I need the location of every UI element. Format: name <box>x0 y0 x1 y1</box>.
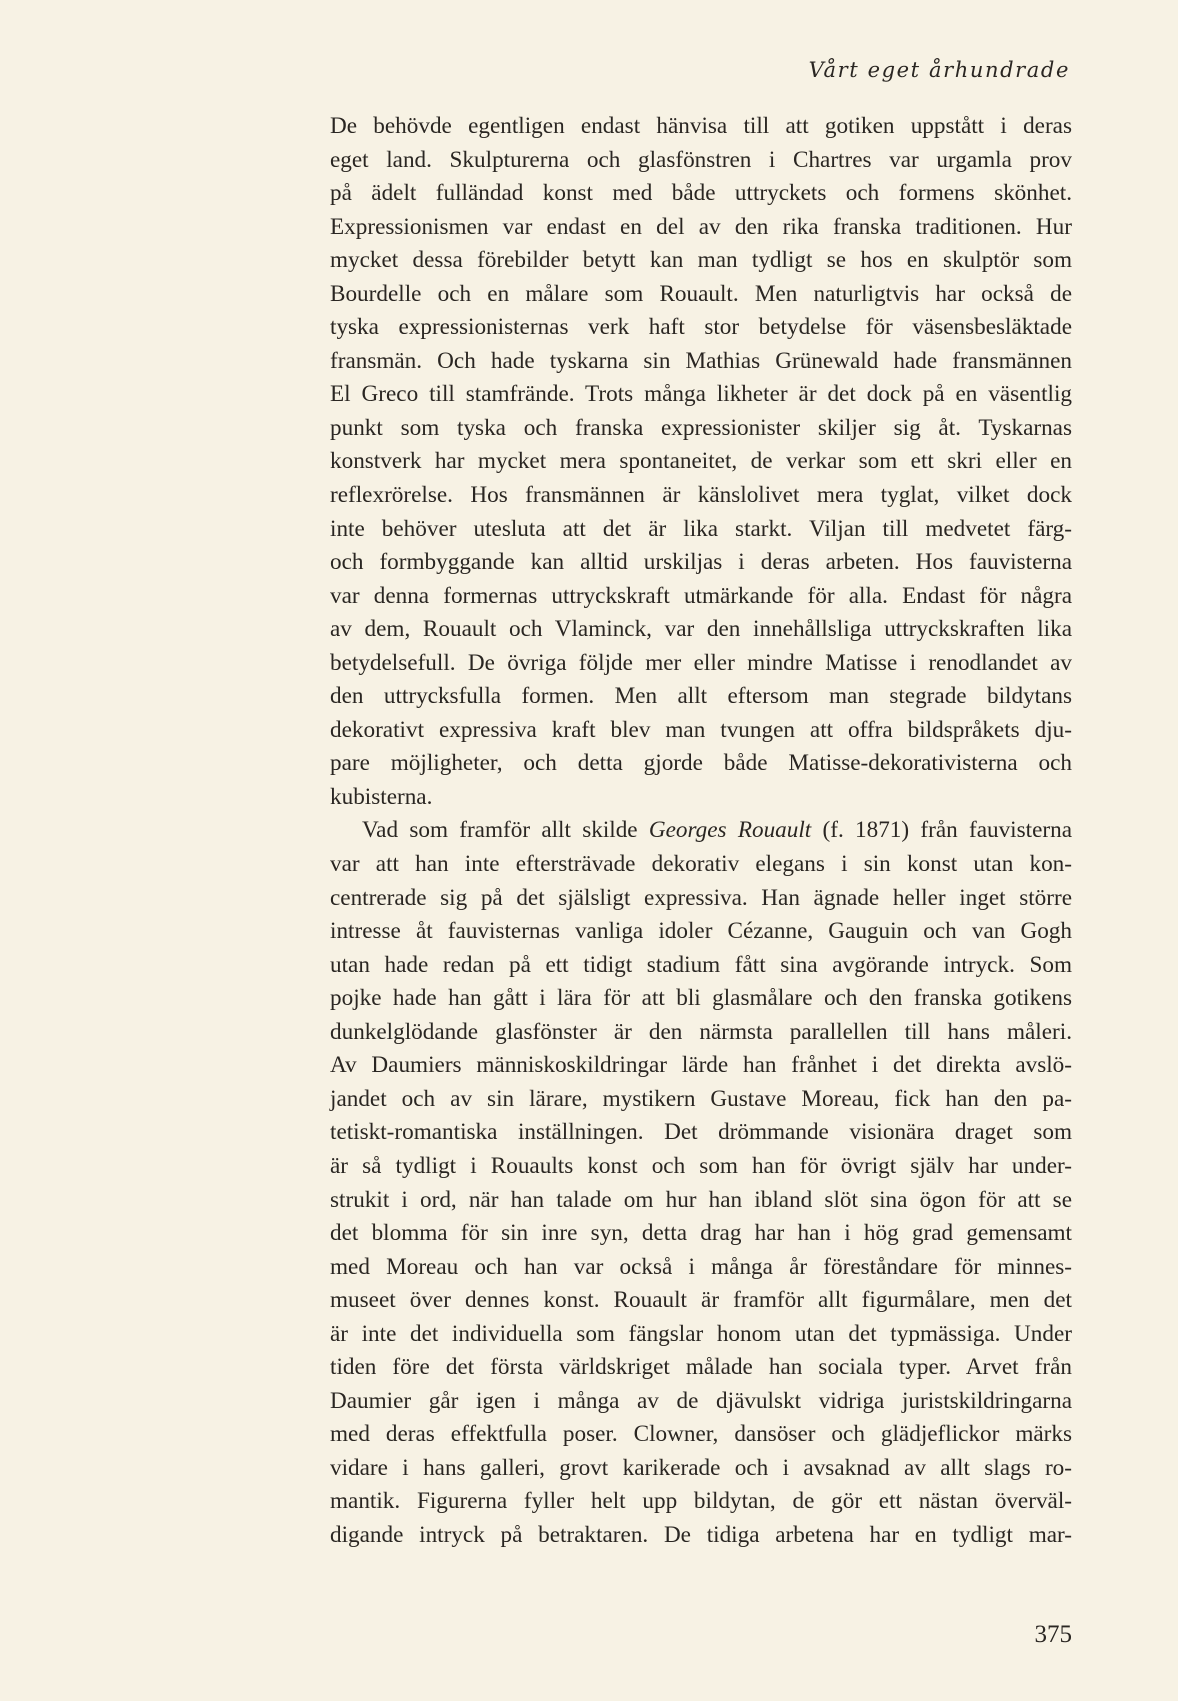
text-line: digande intryck på betraktaren. De tidiga arbetena har en tydligt mar- <box>330 1521 1072 1548</box>
running-header: Vårt eget århundrade <box>808 58 1070 82</box>
text-line: Av Daumiers människoskildringar lärde han frånhet i det direkta avslö- <box>330 1052 1072 1079</box>
text-line: reflexrörelse. Hos fransmännen är känslolivet mera tyglat, vilket dock <box>330 482 1072 509</box>
text-line: på ädelt fulländad konst med både uttryckets och formens skönhet. <box>330 180 1072 207</box>
text-line: jandet och av sin lärare, mystikern Gustave Moreau, fick han den pa- <box>330 1085 1072 1112</box>
text-line: El Greco till stamfrände. Trots många likheter är det dock på en väsentlig <box>330 381 1072 408</box>
text-line: Bourdelle och en målare som Rouault. Men naturligtvis har också de <box>330 280 1072 307</box>
text-line: centrerade sig på det själsligt expressiva. Han ägnade heller inget större <box>330 884 1072 911</box>
page-number: 375 <box>1034 1621 1072 1648</box>
text-line: punkt som tyska och franska expressionister skiljer sig åt. Tyskarnas <box>330 414 1072 441</box>
text-line: det blomma för sin inre syn, detta drag har han i hög grad gemensamt <box>330 1220 1072 1247</box>
text-line: utan hade redan på ett tidigt stadium fått sina avgörande intryck. Som <box>330 951 1072 978</box>
text-line: tetiskt-romantiska inställningen. Det drömmande visionära draget som <box>330 1119 1072 1146</box>
text-line: betydelsefull. De övriga följde mer eller mindre Matisse i renodlandet av <box>330 649 1072 676</box>
text-line: var denna formernas uttryckskraft utmärkande för alla. Endast för några <box>330 582 1072 609</box>
text-run: Vad som framför allt skilde <box>362 817 649 844</box>
text-line: intresse åt fauvisternas vanliga idoler Cézanne, Gauguin och van Gogh <box>330 918 1072 945</box>
body-text <box>330 110 1072 1553</box>
text-line: är så tydligt i Rouaults konst och som han för övrigt själv har under- <box>330 1152 1072 1179</box>
text-line: pare möjligheter, och detta gjorde både Matisse-dekorativisterna och <box>330 750 1072 777</box>
text-line: konstverk har mycket mera spontaneitet, de verkar som ett skri eller en <box>330 448 1072 475</box>
text-line: De behövde egentligen endast hänvisa till att gotiken uppstått i deras <box>330 113 1072 139</box>
text-line: eget land. Skulpturerna och glasfönstren i Chartres var urgamla prov <box>330 146 1072 173</box>
text-line: museet över dennes konst. Rouault är framför allt figurmålare, men det <box>330 1287 1072 1314</box>
text-line: mycket dessa förebilder betytt kan man tydligt se hos en skulptör som <box>330 247 1072 274</box>
text-line: Daumier går igen i många av de djävulskt vidriga juristskildringarna <box>330 1387 1072 1414</box>
text-line: dunkelglödande glasfönster är den närmsta parallellen till hans måleri. <box>330 1018 1072 1045</box>
text-run: (f. 1871) från fauvisterna <box>811 817 1072 844</box>
text-line: av dem, Rouault och Vlaminck, var den innehållsliga uttryckskraften lika <box>330 616 1072 643</box>
text-line: Expressionismen var endast en del av den rika franska traditionen. Hur <box>330 213 1072 240</box>
paragraph-2 <box>330 814 1072 1552</box>
text-line: vidare i hans galleri, grovt karikerade och i avsaknad av allt slags ro- <box>330 1454 1072 1481</box>
paragraph-1 <box>330 110 1072 814</box>
text-line: fransmän. Och hade tyskarna sin Mathias Grünewald hade fransmännen <box>330 347 1072 374</box>
text-line: strukit i ord, när han talade om hur han ibland slöt sina ögon för att se <box>330 1186 1072 1213</box>
text-line: kubisterna. <box>330 783 433 810</box>
text-line: är inte det individuella som fängslar honom utan det typmässiga. Under <box>330 1320 1072 1347</box>
text-line: tyska expressionisternas verk haft stor betydelse för väsensbesläktade <box>330 314 1072 341</box>
text-line: tiden före det första världskriget målade han sociala typer. Arvet från <box>330 1354 1072 1381</box>
text-line: mantik. Figurerna fyller helt upp bildytan, de gör ett nästan överväl- <box>330 1488 1072 1515</box>
text-line <box>330 814 1072 848</box>
text-line: inte behöver utesluta att det är lika starkt. Viljan till medvetet färg- <box>330 515 1072 542</box>
text-line: var att han inte eftersträvade dekorativ elegans i sin konst utan kon- <box>330 851 1072 878</box>
text-line: och formbyggande kan alltid urskiljas i deras arbeten. Hos fauvisterna <box>330 549 1072 576</box>
text-line: dekorativt expressiva kraft blev man tvungen att offra bildspråkets dju- <box>330 716 1072 743</box>
text-line: med Moreau och han var också i många år föreståndare för minnes- <box>330 1253 1072 1280</box>
text-line: den uttrycksfulla formen. Men allt eftersom man stegrade bildytans <box>330 683 1072 710</box>
text-line: med deras effektfulla poser. Clowner, dansöser och glädjeflickor märks <box>330 1421 1072 1448</box>
artist-name: Georges Rouault <box>648 817 812 844</box>
text-line: pojke hade han gått i lära för att bli glasmålare och den franska gotikens <box>330 985 1072 1012</box>
